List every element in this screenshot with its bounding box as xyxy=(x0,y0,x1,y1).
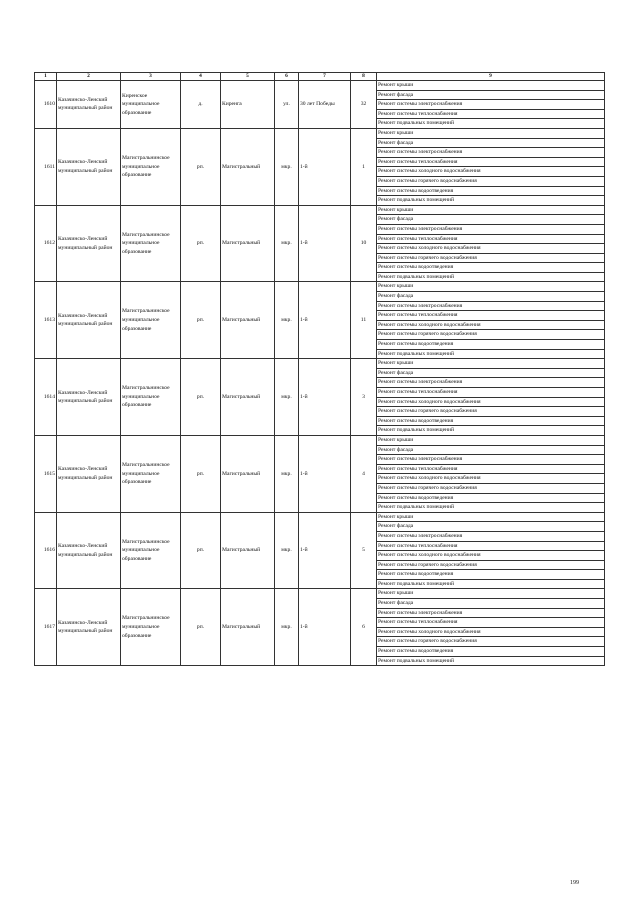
work-type-cell: Ремонт крыши xyxy=(377,128,605,138)
work-type-cell: Ремонт системы электроснабжения xyxy=(377,608,605,618)
work-type-cell: Ремонт системы водоотведения xyxy=(377,263,605,273)
street-name-cell: 1-й xyxy=(299,128,351,205)
municipality-cell: Магистральнинское муниципальное образование xyxy=(121,589,181,666)
work-type-cell: Ремонт системы горячего водоснабжения xyxy=(377,560,605,570)
street-name-cell: 1-й xyxy=(299,359,351,436)
header-col-2: 2 xyxy=(57,73,121,81)
work-type-cell: Ремонт системы электроснабжения xyxy=(377,531,605,541)
header-col-6: 6 xyxy=(275,73,299,81)
district-cell: Казачинско-Ленский муниципальный район xyxy=(57,512,121,589)
work-type-cell: Ремонт системы водоотведения xyxy=(377,186,605,196)
table-row xyxy=(35,282,605,292)
settlement-type-cell: рп. xyxy=(181,205,221,282)
work-type-cell: Ремонт фасада xyxy=(377,368,605,378)
municipality-cell: Магистральнинское муниципальное образование xyxy=(121,282,181,359)
header-col-7: 7 xyxy=(299,73,351,81)
street-type-cell: мкр. xyxy=(275,512,299,589)
work-type-cell: Ремонт системы теплоснабжения xyxy=(377,109,605,119)
work-type-cell: Ремонт системы горячего водоснабжения xyxy=(377,483,605,493)
municipality-cell: Магистральнинское муниципальное образование xyxy=(121,512,181,589)
street-type-cell: мкр. xyxy=(275,589,299,666)
work-type-cell: Ремонт системы водоотведения xyxy=(377,493,605,503)
street-type-cell: мкр. xyxy=(275,282,299,359)
district-cell: Казачинско-Ленский муниципальный район xyxy=(57,435,121,512)
house-number-cell: 3 xyxy=(351,359,377,436)
settlement-type-cell: рп. xyxy=(181,359,221,436)
work-type-cell: Ремонт подвальных помещений xyxy=(377,426,605,436)
header-col-5: 5 xyxy=(221,73,275,81)
street-name-cell: 1-й xyxy=(299,205,351,282)
work-type-cell: Ремонт крыши xyxy=(377,359,605,369)
street-type-cell: ул. xyxy=(275,81,299,129)
district-cell: Казачинско-Ленский муниципальный район xyxy=(57,205,121,282)
settlement-name-cell: Киренга xyxy=(221,81,275,129)
work-type-cell: Ремонт подвальных помещений xyxy=(377,196,605,206)
work-type-cell: Ремонт системы холодного водоснабжения xyxy=(377,320,605,330)
work-type-cell: Ремонт подвальных помещений xyxy=(377,119,605,129)
header-row xyxy=(35,73,605,81)
work-type-cell: Ремонт системы горячего водоснабжения xyxy=(377,637,605,647)
row-number: 1612 xyxy=(35,205,57,282)
house-number-cell: 5 xyxy=(351,512,377,589)
row-number: 1610 xyxy=(35,81,57,129)
settlement-name-cell: Магистральный xyxy=(221,282,275,359)
work-type-cell: Ремонт системы холодного водоснабжения xyxy=(377,397,605,407)
work-type-cell: Ремонт системы электроснабжения xyxy=(377,100,605,110)
table-row xyxy=(35,128,605,138)
settlement-name-cell: Магистральный xyxy=(221,128,275,205)
row-number: 1617 xyxy=(35,589,57,666)
table-row xyxy=(35,81,605,91)
house-number-cell: 10 xyxy=(351,205,377,282)
work-type-cell: Ремонт системы водоотведения xyxy=(377,647,605,657)
work-type-cell: Ремонт крыши xyxy=(377,282,605,292)
table-row xyxy=(35,435,605,445)
work-type-cell: Ремонт системы холодного водоснабжения xyxy=(377,627,605,637)
settlement-type-cell: рп. xyxy=(181,435,221,512)
header-col-9: 9 xyxy=(377,73,605,81)
work-type-cell: Ремонт фасада xyxy=(377,215,605,225)
header-col-4: 4 xyxy=(181,73,221,81)
work-type-cell: Ремонт системы электроснабжения xyxy=(377,301,605,311)
work-type-cell: Ремонт системы теплоснабжения xyxy=(377,541,605,551)
municipality-cell: Магистральнинское муниципальное образование xyxy=(121,359,181,436)
district-cell: Казачинско-Ленский муниципальный район xyxy=(57,282,121,359)
work-type-cell: Ремонт подвальных помещений xyxy=(377,272,605,282)
work-type-cell: Ремонт системы водоотведения xyxy=(377,340,605,350)
municipality-cell: Магистральнинское муниципальное образование xyxy=(121,435,181,512)
street-name-cell: 1-й xyxy=(299,435,351,512)
work-type-cell: Ремонт крыши xyxy=(377,81,605,91)
district-cell: Казачинско-Ленский муниципальный район xyxy=(57,128,121,205)
settlement-type-cell: рп. xyxy=(181,512,221,589)
row-number: 1616 xyxy=(35,512,57,589)
house-number-cell: 11 xyxy=(351,282,377,359)
work-type-cell: Ремонт системы теплоснабжения xyxy=(377,234,605,244)
work-type-cell: Ремонт крыши xyxy=(377,435,605,445)
work-type-cell: Ремонт системы холодного водоснабжения xyxy=(377,244,605,254)
street-type-cell: мкр. xyxy=(275,128,299,205)
settlement-name-cell: Магистральный xyxy=(221,359,275,436)
work-type-cell: Ремонт крыши xyxy=(377,512,605,522)
header-col-3: 3 xyxy=(121,73,181,81)
work-type-cell: Ремонт крыши xyxy=(377,589,605,599)
settlement-name-cell: Магистральный xyxy=(221,205,275,282)
municipality-cell: Киренское муниципальное образование xyxy=(121,81,181,129)
street-name-cell: 1-й xyxy=(299,589,351,666)
municipality-cell: Магистральнинское муниципальное образование xyxy=(121,128,181,205)
page-number: 199 xyxy=(570,880,579,886)
work-type-cell: Ремонт системы водоотведения xyxy=(377,416,605,426)
work-type-cell: Ремонт системы холодного водоснабжения xyxy=(377,474,605,484)
table-row xyxy=(35,205,605,215)
work-type-cell: Ремонт системы горячего водоснабжения xyxy=(377,330,605,340)
header-col-8: 8 xyxy=(351,73,377,81)
house-number-cell: 1 xyxy=(351,128,377,205)
table-row xyxy=(35,589,605,599)
work-type-cell: Ремонт фасада xyxy=(377,138,605,148)
work-type-cell: Ремонт системы электроснабжения xyxy=(377,148,605,158)
table-body xyxy=(35,81,605,666)
work-type-cell: Ремонт системы теплоснабжения xyxy=(377,157,605,167)
work-type-cell: Ремонт крыши xyxy=(377,205,605,215)
district-cell: Казачинско-Ленский муниципальный район xyxy=(57,359,121,436)
work-type-cell: Ремонт системы электроснабжения xyxy=(377,378,605,388)
row-number: 1613 xyxy=(35,282,57,359)
work-type-cell: Ремонт системы водоотведения xyxy=(377,570,605,580)
street-type-cell: мкр. xyxy=(275,205,299,282)
work-type-cell: Ремонт системы теплоснабжения xyxy=(377,311,605,321)
repair-program-table xyxy=(34,72,605,666)
work-type-cell: Ремонт системы холодного водоснабжения xyxy=(377,167,605,177)
house-number-cell: 32 xyxy=(351,81,377,129)
street-type-cell: мкр. xyxy=(275,435,299,512)
work-type-cell: Ремонт системы теплоснабжения xyxy=(377,618,605,628)
work-type-cell: Ремонт фасада xyxy=(377,90,605,100)
street-name-cell: 1-й xyxy=(299,282,351,359)
work-type-cell: Ремонт системы горячего водоснабжения xyxy=(377,407,605,417)
settlement-type-cell: д. xyxy=(181,81,221,129)
work-type-cell: Ремонт системы электроснабжения xyxy=(377,455,605,465)
settlement-type-cell: рп. xyxy=(181,282,221,359)
work-type-cell: Ремонт системы горячего водоснабжения xyxy=(377,253,605,263)
work-type-cell: Ремонт фасада xyxy=(377,599,605,609)
table-row xyxy=(35,359,605,369)
work-type-cell: Ремонт подвальных помещений xyxy=(377,579,605,589)
settlement-type-cell: рп. xyxy=(181,589,221,666)
street-name-cell: 30 лет Победы xyxy=(299,81,351,129)
street-name-cell: 1-й xyxy=(299,512,351,589)
table-header xyxy=(35,73,605,81)
street-type-cell: мкр. xyxy=(275,359,299,436)
settlement-name-cell: Магистральный xyxy=(221,512,275,589)
work-type-cell: Ремонт фасада xyxy=(377,522,605,532)
settlement-type-cell: рп. xyxy=(181,128,221,205)
work-type-cell: Ремонт системы теплоснабжения xyxy=(377,464,605,474)
row-number: 1611 xyxy=(35,128,57,205)
district-cell: Казачинско-Ленский муниципальный район xyxy=(57,589,121,666)
work-type-cell: Ремонт фасада xyxy=(377,445,605,455)
house-number-cell: 6 xyxy=(351,589,377,666)
work-type-cell: Ремонт системы теплоснабжения xyxy=(377,388,605,398)
row-number: 1615 xyxy=(35,435,57,512)
house-number-cell: 4 xyxy=(351,435,377,512)
municipality-cell: Магистральнинское муниципальное образование xyxy=(121,205,181,282)
header-col-1: 1 xyxy=(35,73,57,81)
work-type-cell: Ремонт подвальных помещений xyxy=(377,349,605,359)
work-type-cell: Ремонт системы горячего водоснабжения xyxy=(377,176,605,186)
settlement-name-cell: Магистральный xyxy=(221,435,275,512)
work-type-cell: Ремонт системы холодного водоснабжения xyxy=(377,551,605,561)
work-type-cell: Ремонт подвальных помещений xyxy=(377,503,605,513)
settlement-name-cell: Магистральный xyxy=(221,589,275,666)
work-type-cell: Ремонт фасада xyxy=(377,292,605,302)
work-type-cell: Ремонт системы электроснабжения xyxy=(377,224,605,234)
work-type-cell: Ремонт подвальных помещений xyxy=(377,656,605,666)
district-cell: Казачинско-Ленский муниципальный район xyxy=(57,81,121,129)
row-number: 1614 xyxy=(35,359,57,436)
table-row xyxy=(35,512,605,522)
